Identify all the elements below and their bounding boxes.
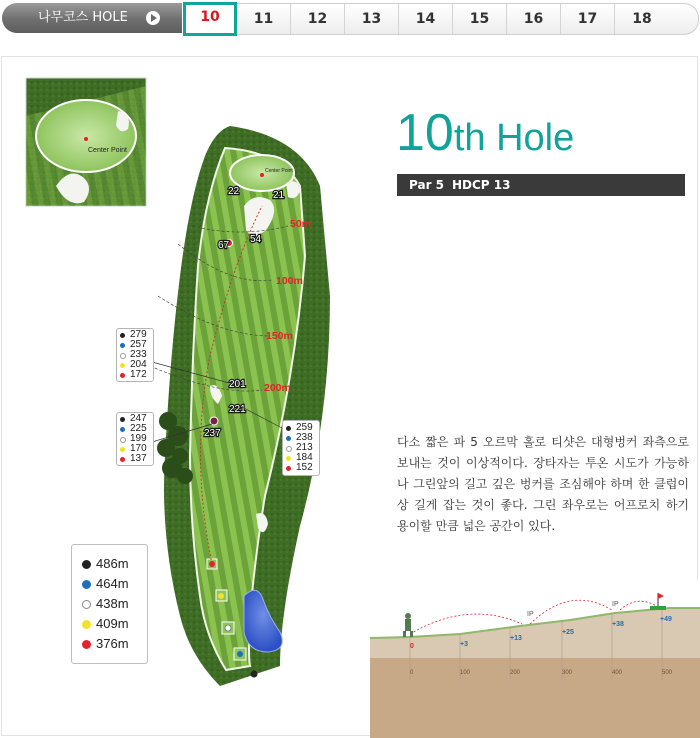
box-value: 152 bbox=[296, 462, 313, 473]
box-value: 213 bbox=[296, 442, 313, 453]
blue-tee-dot bbox=[82, 580, 91, 589]
green-distance-22: 22 bbox=[228, 186, 240, 197]
legend-value: 438m bbox=[96, 596, 129, 611]
tab-hole-13[interactable]: 13 bbox=[345, 4, 399, 34]
box-value: 233 bbox=[130, 349, 147, 360]
fairway-distance-201: 201 bbox=[229, 379, 246, 390]
distance-box-left-top bbox=[116, 328, 154, 382]
box-value: 199 bbox=[130, 433, 147, 444]
distance-500: 500 bbox=[662, 670, 673, 676]
elevation-0: 0 bbox=[410, 643, 414, 650]
box-value: 247 bbox=[130, 413, 147, 424]
play-icon[interactable] bbox=[146, 11, 160, 25]
course-selector[interactable] bbox=[2, 3, 182, 33]
tab-hole-11[interactable]: 11 bbox=[237, 4, 291, 34]
hole-map bbox=[0, 56, 370, 696]
distance-box-right bbox=[282, 420, 320, 476]
ip-marker bbox=[210, 417, 218, 425]
green-distance-67: 67 bbox=[218, 240, 230, 251]
black-tee-dot bbox=[82, 560, 91, 569]
yellow-tee-dot bbox=[82, 620, 91, 629]
white-tee-dot bbox=[82, 600, 91, 609]
box-value: 238 bbox=[296, 432, 313, 443]
fairway-distance-237: 237 bbox=[204, 428, 221, 439]
elevation-profile bbox=[370, 580, 700, 738]
green-inset-map bbox=[26, 78, 146, 206]
legend-value: 486m bbox=[96, 556, 129, 571]
hole-description: 다소 짧은 파 5 오르막 홀로 티샷은 대형벙커 좌측으로 보내는 것이 이상적이다. 장타자는 투온 시도가 가능하나 그린앞의 길고 깊은 벙커를 조심해야 하며 한 클럽이상 길게 잡는 것이 좋다. 그린 좌우로는 어프로치 하기 용이할 만큼 넓은 공간이 있다. bbox=[397, 435, 689, 533]
box-value: 204 bbox=[130, 359, 147, 370]
elevation-49: +49 bbox=[660, 616, 672, 623]
inset-center-point bbox=[84, 137, 88, 141]
distance-200m: 200m bbox=[264, 382, 291, 394]
distance-50m: 50m bbox=[290, 218, 312, 230]
box-value: 184 bbox=[296, 452, 313, 463]
ip-label-1: IP bbox=[527, 611, 534, 618]
legend-value: 376m bbox=[96, 636, 129, 651]
distance-100: 100 bbox=[460, 670, 471, 676]
tab-hole-17[interactable]: 17 bbox=[561, 4, 615, 34]
par-label: Par 5 bbox=[409, 178, 445, 192]
distance-0: 0 bbox=[410, 670, 414, 676]
elevation-25: +25 bbox=[562, 629, 574, 636]
ip-label-2: IP bbox=[612, 601, 619, 608]
hole-number: 10 bbox=[396, 104, 454, 162]
box-value: 257 bbox=[130, 339, 147, 350]
distance-150m: 150m bbox=[266, 330, 293, 342]
elevation-13: +13 bbox=[510, 635, 522, 642]
distance-300: 300 bbox=[562, 670, 573, 676]
hole-tabs bbox=[183, 3, 699, 35]
tab-hole-15[interactable]: 15 bbox=[453, 4, 507, 34]
box-value: 137 bbox=[130, 453, 147, 464]
box-value: 172 bbox=[130, 369, 147, 380]
tab-hole-16[interactable]: 16 bbox=[507, 4, 561, 34]
legend-value: 409m bbox=[96, 616, 129, 631]
green-distance-21: 21 bbox=[273, 190, 285, 201]
red-tee-dot bbox=[82, 640, 91, 649]
tee-yardage-legend bbox=[71, 544, 148, 664]
green-distance-54: 54 bbox=[250, 234, 262, 245]
hdcp-label: HDCP 13 bbox=[452, 178, 511, 192]
box-value: 170 bbox=[130, 443, 147, 454]
inset-center-label: Center Point bbox=[88, 147, 127, 154]
hole-title bbox=[396, 103, 574, 163]
hole-suffix: th Hole bbox=[453, 117, 575, 159]
tab-hole-12[interactable]: 12 bbox=[291, 4, 345, 34]
fairway-distance-221: 221 bbox=[229, 404, 246, 415]
tab-hole-10[interactable]: 10 bbox=[183, 2, 237, 36]
tab-hole-18[interactable]: 18 bbox=[632, 11, 652, 27]
box-value: 279 bbox=[130, 329, 147, 340]
box-value: 259 bbox=[296, 422, 313, 433]
distance-400: 400 bbox=[612, 670, 623, 676]
hole-navigation bbox=[0, 0, 700, 36]
par-hdcp-bar bbox=[397, 174, 685, 196]
elevation-38: +38 bbox=[612, 621, 624, 628]
green bbox=[230, 155, 294, 191]
green-center-label: Center Point bbox=[265, 168, 293, 174]
distance-100m: 100m bbox=[276, 275, 303, 287]
distance-200: 200 bbox=[510, 670, 521, 676]
elevation-3: +3 bbox=[460, 641, 468, 648]
tab-hole-14[interactable]: 14 bbox=[399, 4, 453, 34]
course-label: 나무코스 HOLE bbox=[38, 10, 128, 25]
distance-box-left-bottom bbox=[116, 412, 154, 466]
legend-value: 464m bbox=[96, 576, 129, 591]
box-value: 225 bbox=[130, 423, 147, 434]
